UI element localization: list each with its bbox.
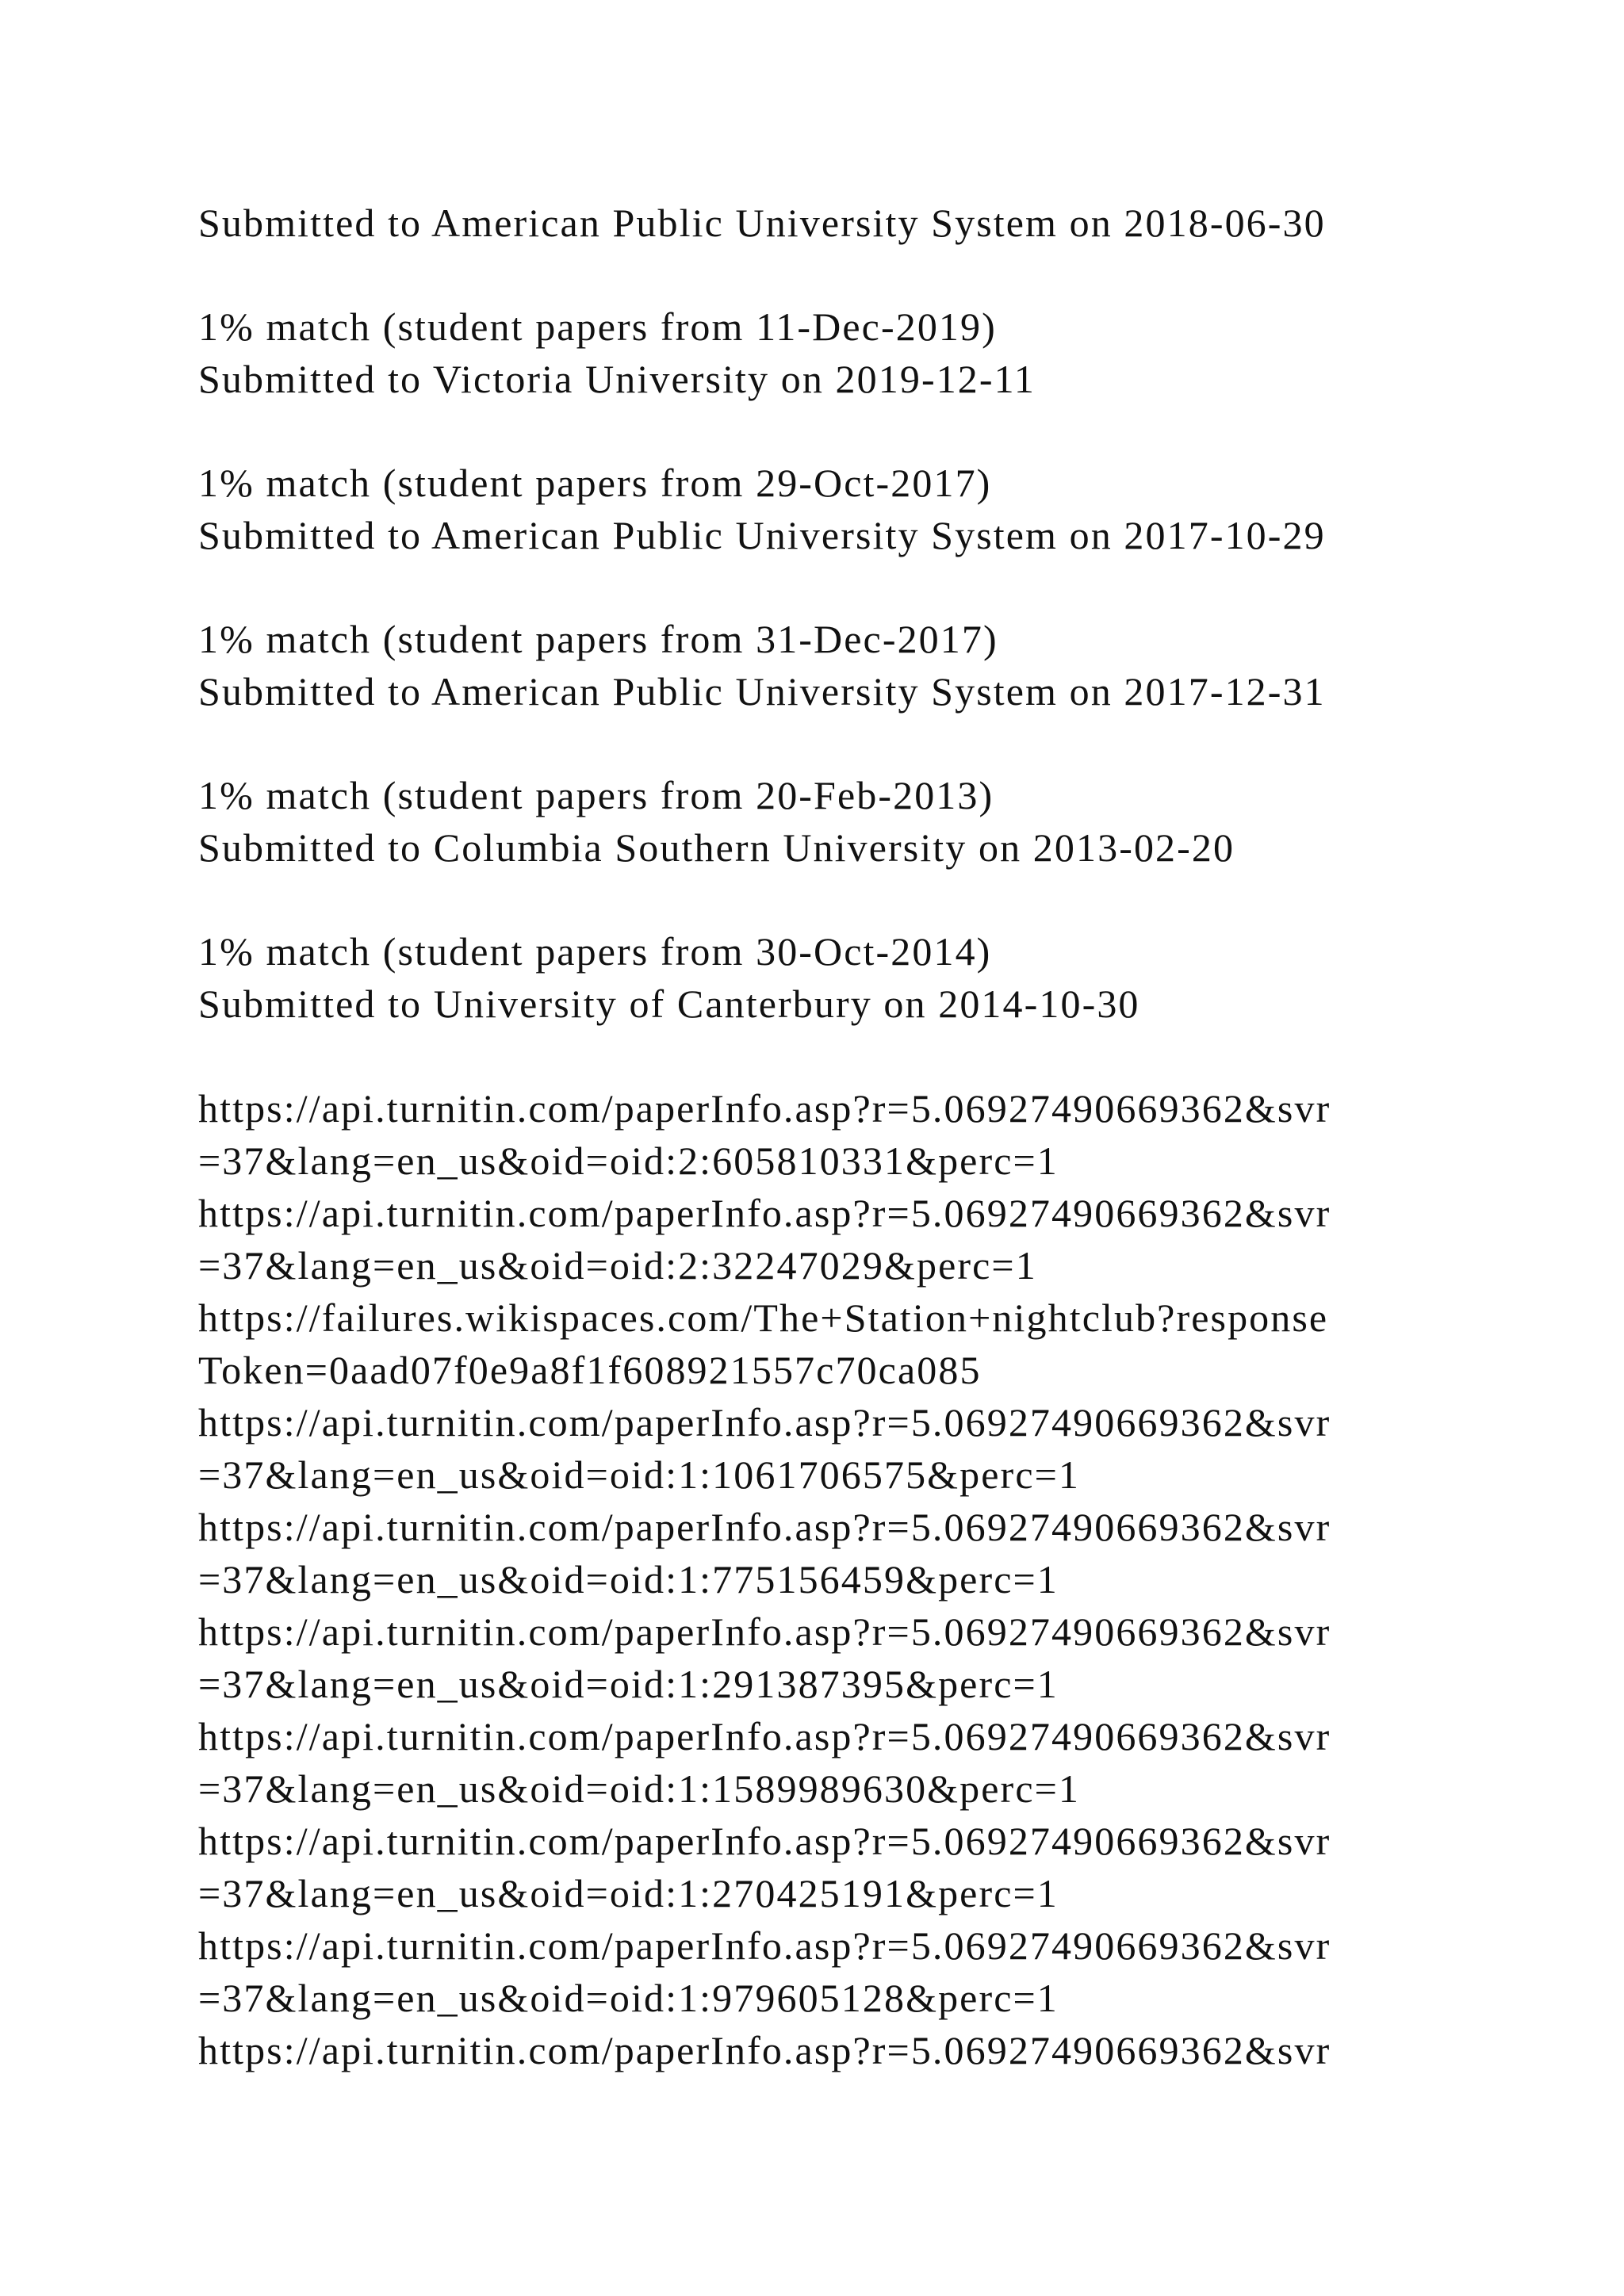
submission-line: Submitted to American Public University System on 2017-12-31 — [198, 669, 1326, 714]
match-line: 1% match (student papers from 31-Dec-2017) — [198, 617, 998, 661]
spacer — [198, 874, 1451, 925]
source-url-line: https://api.turnitin.com/paperInfo.asp?r=5.06927490669362&svr — [198, 1191, 1331, 1235]
source-url-line: =37&lang=en_us&oid=oid:1:1589989630&perc=1 — [198, 1766, 1081, 1811]
submission-line: Submitted to American Public University System on 2018-06-30 — [198, 201, 1326, 245]
match-entry — [198, 457, 1451, 561]
spacer — [198, 718, 1451, 769]
submission-line: Submitted to American Public University System on 2017-10-29 — [198, 513, 1326, 557]
source-url-line: =37&lang=en_us&oid=oid:1:1061706575&perc=1 — [198, 1452, 1081, 1497]
match-entry — [198, 769, 1451, 874]
match-report — [198, 197, 1451, 2076]
source-url-line: =37&lang=en_us&oid=oid:1:775156459&perc=1 — [198, 1557, 1059, 1601]
match-line: 1% match (student papers from 30-Oct-2014) — [198, 929, 992, 974]
spacer — [198, 249, 1451, 300]
spacer — [198, 405, 1451, 457]
source-url-line: https://api.turnitin.com/paperInfo.asp?r=5.06927490669362&svr — [198, 1714, 1331, 1758]
source-url-line: https://api.turnitin.com/paperInfo.asp?r=5.06927490669362&svr — [198, 1505, 1331, 1549]
match-entry — [198, 613, 1451, 718]
source-url-list — [198, 1082, 1451, 2076]
submission-line: Submitted to Columbia Southern University on 2013-02-20 — [198, 825, 1235, 870]
match-line: 1% match (student papers from 29-Oct-2017) — [198, 461, 992, 505]
source-url-line: https://api.turnitin.com/paperInfo.asp?r=5.06927490669362&svr — [198, 1086, 1331, 1131]
source-url-line: https://failures.wikispaces.com/The+Station+nightclub?response — [198, 1295, 1329, 1340]
source-url-line: =37&lang=en_us&oid=oid:1:979605128&perc=1 — [198, 1976, 1059, 2020]
source-url-line: =37&lang=en_us&oid=oid:2:32247029&perc=1 — [198, 1243, 1037, 1288]
source-url-line: https://api.turnitin.com/paperInfo.asp?r=5.06927490669362&svr — [198, 1819, 1331, 1863]
source-url-line: https://api.turnitin.com/paperInfo.asp?r=5.06927490669362&svr — [198, 2028, 1331, 2072]
spacer — [198, 1030, 1451, 1082]
match-line: 1% match (student papers from 20-Feb-2013) — [198, 773, 994, 817]
match-line: 1% match (student papers from 11-Dec-2019) — [198, 304, 997, 349]
match-entry — [198, 300, 1451, 405]
source-url-line: =37&lang=en_us&oid=oid:1:291387395&perc=1 — [198, 1662, 1059, 1706]
spacer — [198, 561, 1451, 613]
source-url-line: https://api.turnitin.com/paperInfo.asp?r=5.06927490669362&svr — [198, 1400, 1331, 1445]
source-url-line: https://api.turnitin.com/paperInfo.asp?r=5.06927490669362&svr — [198, 1923, 1331, 1968]
submission-line: Submitted to University of Canterbury on 2014-10-30 — [198, 982, 1140, 1026]
submission-line: Submitted to Victoria University on 2019-12-11 — [198, 357, 1036, 401]
source-url-line: =37&lang=en_us&oid=oid:2:605810331&perc=1 — [198, 1138, 1059, 1183]
source-url-line: =37&lang=en_us&oid=oid:1:270425191&perc=1 — [198, 1871, 1059, 1915]
source-url-line: Token=0aad07f0e9a8f1f608921557c70ca085 — [198, 1348, 982, 1392]
source-url-line: https://api.turnitin.com/paperInfo.asp?r=5.06927490669362&svr — [198, 1609, 1331, 1654]
match-entry — [198, 925, 1451, 1030]
